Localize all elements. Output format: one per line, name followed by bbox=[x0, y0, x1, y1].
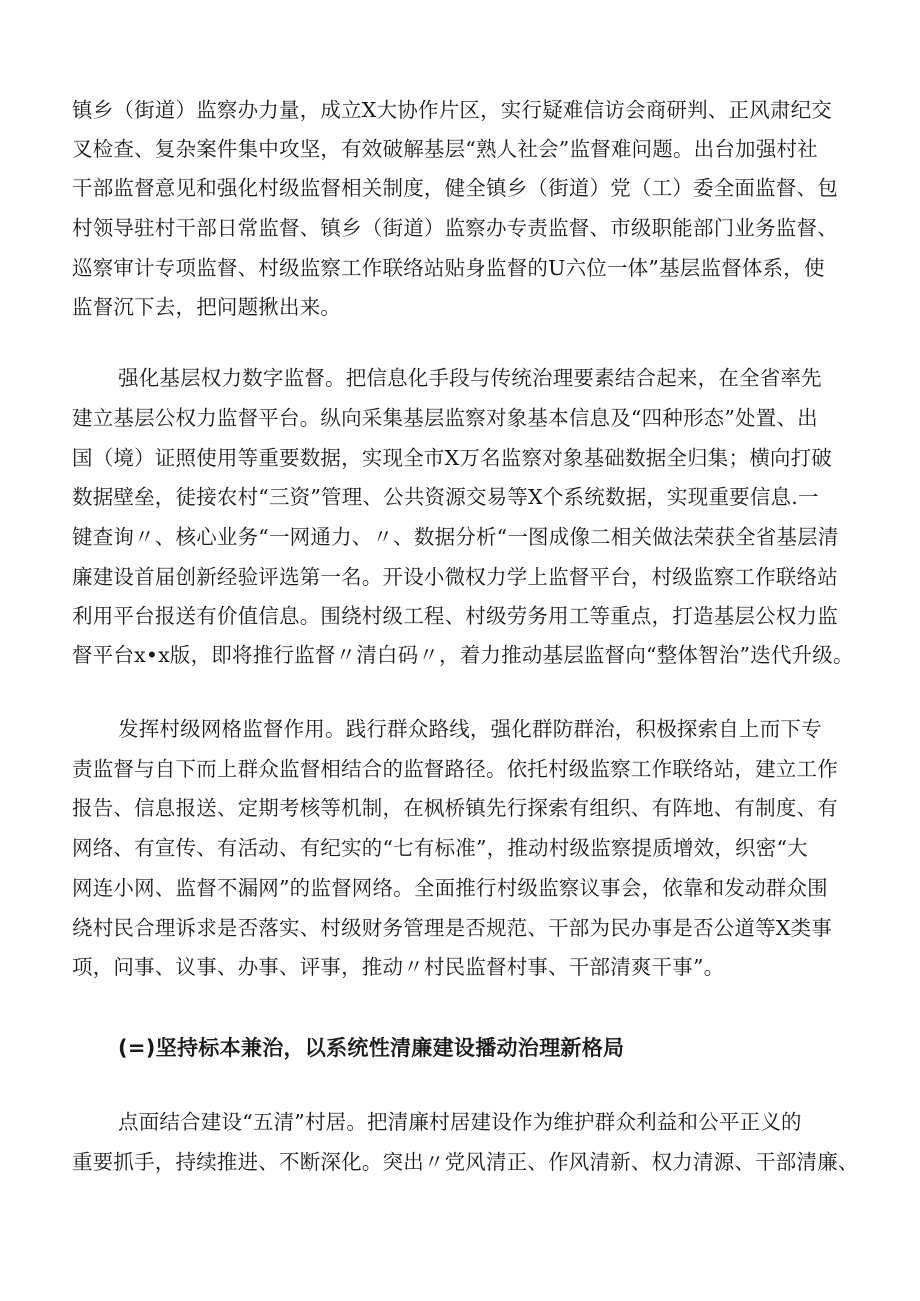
paragraph3-line-4: 网络、有宣传、有活动、有纪实的“七有标准”，推动村级监察提质增效，织密“大 bbox=[72, 836, 808, 860]
paragraph2-line-8: 督平台x•x版，即将推行监督〃清白码〃，着力推动基层监督向“整体智治”迭代升级。 bbox=[72, 643, 854, 667]
section-heading: (=)坚持标本兼治，以系统性清廉建设播动治理新格局 bbox=[118, 1036, 625, 1060]
paragraph3-line-6: 绕村民合理诉求是否落实、村级财务管理是否规范、干部为民办事是否公道等X类事 bbox=[72, 916, 832, 940]
paragraph2-line-5: 键查询〃、核心业务“一网通力、〃、数据分析“一图成像二相关做法荣获全省基层清 bbox=[72, 525, 839, 549]
paragraph1-line-5: 巡察审计专项监督、村级监察工作联络站贴身监督的U六位一体”基层监督体系，使 bbox=[72, 256, 825, 280]
paragraph3-line-7: 项，问事、议事、办事、评事，推动〃村民监督村事、干部清爽干事”。 bbox=[72, 955, 725, 979]
paragraph3-line-3: 报告、信息报送、定期考核等机制，在枫桥镇先行探索有组织、有阵地、有制度、有 bbox=[72, 796, 838, 820]
paragraph1-line-4: 村领导驻村干部日常监督、镇乡（街道）监察办专责监督、市级职能部门业务监督、 bbox=[72, 216, 838, 240]
paragraph1-line-6: 监督沉下去，把问题揪出来。 bbox=[72, 295, 342, 319]
paragraph4-line-1: 点面结合建设“五清”村居。把清廉村居建设作为维护群众利益和公平正义的 bbox=[118, 1110, 802, 1134]
paragraph2-line-3: 国（境）证照使用等重要数据，实现全市X万名监察对象基础数据全归集；横向打破 bbox=[72, 446, 832, 470]
paragraph2-line-1: 强化基层权力数字监督。把信息化手段与传统治理要素结合起来，在全省率先 bbox=[118, 366, 822, 390]
paragraph2-line-4: 数据壁垒，徒接农村“三资”管理、公共资源交易等X个系统数据，实现重要信息.一 bbox=[72, 485, 819, 509]
paragraph1-line-2: 叉检查、复杂案件集中攻坚，有效破解基层“熟人社会”监督难问题。出台加强村社 bbox=[72, 137, 818, 161]
paragraph4-line-2: 重要抓手，持续推进、不断深化。突出〃党风清正、作风清新、权力清源、干部清廉、 bbox=[72, 1150, 859, 1174]
paragraph2-line-6: 廉建设首届创新经验评选第一名。开设小微权力学上监督平台，村级监察工作联络站 bbox=[72, 565, 838, 589]
paragraph1-line-3: 干部监督意见和强化村级监督相关制度，健全镇乡（街道）党（工）委全面监督、包 bbox=[72, 176, 838, 200]
paragraph2-line-2: 建立基层公权力监督平台。纵向采集基层监察对象基本信息及“四种形态”处置、出 bbox=[72, 406, 818, 430]
paragraph3-line-1: 发挥村级网格监督作用。践行群众路线，强化群防群治，积极探索自上而下专 bbox=[118, 717, 822, 741]
paragraph3-line-2: 责监督与自下而上群众监督相结合的监督路径。依托村级监察工作联络站，建立工作 bbox=[72, 757, 838, 781]
paragraph2-line-7: 利用平台报送有价值信息。围绕村级工程、村级劳务用工等重点，打造基层公权力监 bbox=[72, 604, 838, 628]
paragraph1-line-1: 镇乡（街道）监察办力量，成立X大协作片区，实行疑难信访会商研判、正风肃纪交 bbox=[72, 98, 832, 122]
paragraph3-line-5: 网连小网、监督不漏网”的监督网络。全面推行村级监察议事会，依靠和发动群众围 bbox=[72, 876, 828, 900]
